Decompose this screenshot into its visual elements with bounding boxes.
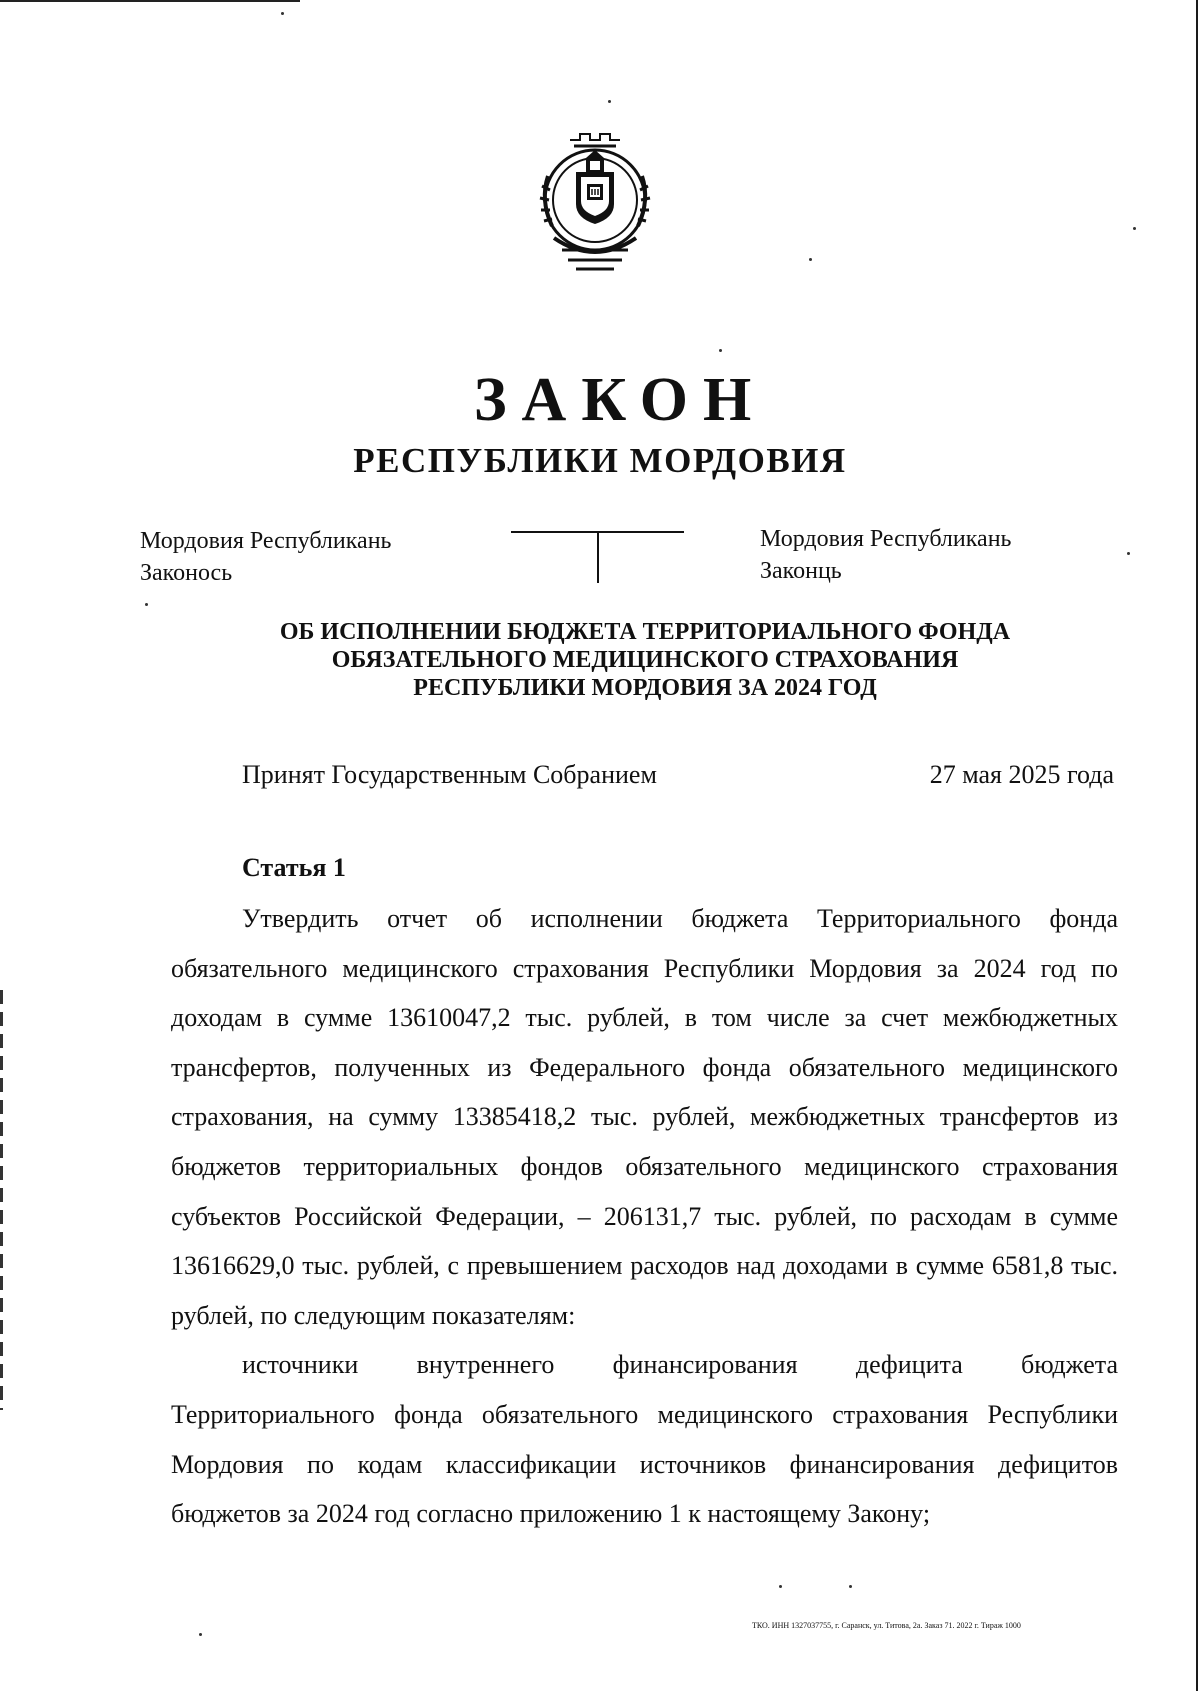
scan-speck <box>199 1633 202 1636</box>
page-edge-left <box>0 990 3 1410</box>
print-imprint: ТКО. ИНН 1327037755, г. Саранск, ул. Титова, 2а. Заказ 71. 2022 г. Тираж 1000 <box>752 1621 1021 1630</box>
scan-edge-top <box>0 0 300 2</box>
scan-speck <box>145 603 148 606</box>
page-edge-right <box>1196 0 1198 1691</box>
erzya-heading-right <box>760 523 1011 587</box>
scan-speck <box>719 349 722 352</box>
erzya-right-line2: Законць <box>760 558 842 584</box>
scan-speck <box>608 100 611 103</box>
scan-speck <box>281 12 284 15</box>
document-subtitle: РЕСПУБЛИКИ МОРДОВИЯ <box>353 441 847 480</box>
document-title: ЗАКОН <box>473 366 767 434</box>
scan-speck <box>1127 552 1130 555</box>
erzya-left-line2: Законось <box>140 560 233 586</box>
scan-speck <box>1133 227 1136 230</box>
article-title: Статья 1 <box>242 853 346 882</box>
law-title-line3: РЕСПУБЛИКИ МОРДОВИЯ ЗА 2024 ГОД <box>413 675 877 701</box>
law-title <box>200 618 1090 702</box>
erzya-heading-left <box>140 525 391 589</box>
erzya-right-line1: Мордовия Республикань <box>760 526 1012 552</box>
scan-speck <box>779 1585 782 1588</box>
adoption-date: 27 мая 2025 года <box>929 760 1114 789</box>
coat-of-arms-emblem <box>524 126 666 276</box>
law-title-line1: ОБ ИСПОЛНЕНИИ БЮДЖЕТА ТЕРРИТОРИАЛЬНОГО ФОНДА <box>279 619 1011 645</box>
law-title-line2: ОБЯЗАТЕЛЬНОГО МЕДИЦИНСКОГО СТРАХОВАНИЯ <box>331 647 959 673</box>
article-body <box>171 894 1118 1539</box>
erzya-left-line1: Мордовия Республикань <box>140 528 392 554</box>
article-paragraph-1: Утвердить отчет об исполнении бюджета Территориального фонда обязательного медицинского страхования Республики Мордовия за 2024 год по доходам в сумме 13610047,2 тыс. рублей, в том числе за счет межбюджетных трансфертов, полученных из Федерального фонда обязательного медицинского страхования, на сумму 13385418,2 тыс. рублей, межбюджетных трансфертов из бюджетов территориальных фондов обязательного медицинского страхования субъектов Российской Федерации, – 206131,7 тыс. рублей, по расходам в сумме 13616629,0 тыс. рублей, с превышением расходов над доходами в сумме 6581,8 тыс. рублей, по следующим показателям: <box>171 904 1118 1330</box>
adoption-label: Принят Государственным Собранием <box>242 760 657 789</box>
header-divider-vertical <box>597 531 599 583</box>
article-paragraph-2: источники внутреннего финансирования дефицита бюджета Территориального фонда обязательного медицинского страхования Республики Мордовия по кодам классификации источников финансирования дефицитов бюджетов за 2024 год согласно приложению 1 к настоящему Закону; <box>171 1350 1118 1529</box>
scan-speck <box>849 1585 852 1588</box>
scan-speck <box>809 258 812 261</box>
